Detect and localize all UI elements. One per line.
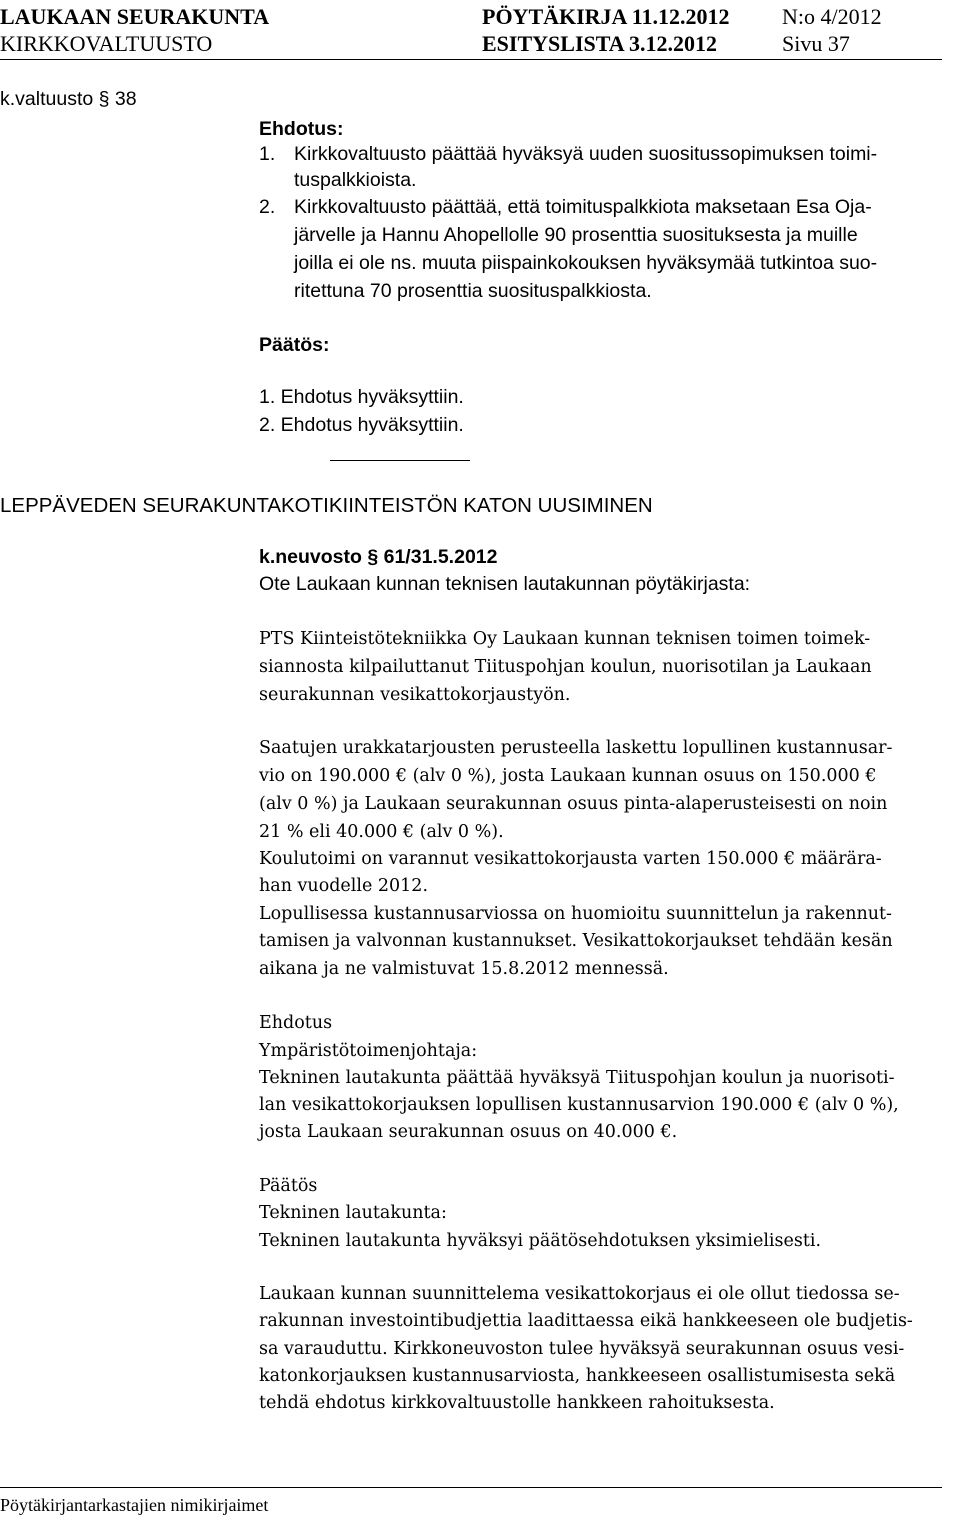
decision-heading: Päätös:: [259, 334, 330, 356]
proposal-item-line: ritettuna 70 prosenttia suosituspalkkiosta.: [294, 280, 652, 302]
para4-line: Tekninen lautakunta:: [259, 1203, 447, 1223]
source-intro: Ote Laukaan kunnan teknisen lautakunnan pöytäkirjasta:: [259, 573, 751, 595]
para5-line: Laukaan kunnan suunnittelema vesikattokorjaus ei ole ollut tiedossa se-: [259, 1284, 900, 1304]
section-divider: [330, 460, 470, 461]
para3-line: lan vesikattokorjauksen lopullisen kustannusarvion 190.000 € (alv 0 %),: [259, 1095, 899, 1115]
proposal-item-num: 2.: [259, 196, 276, 218]
header-number: N:o 4/2012: [782, 4, 882, 29]
para2-line: (alv 0 %) ja Laukaan seurakunnan osuus pinta-alaperusteisesti on noin: [259, 794, 888, 814]
footer-rule: [0, 1487, 942, 1488]
header-agenda: ESITYSLISTA 3.12.2012: [482, 31, 717, 56]
section2-ref: k.neuvosto § 61/31.5.2012: [259, 546, 498, 568]
para4-line: Päätös: [259, 1176, 318, 1196]
proposal-item-line: Kirkkovaltuusto päättää hyväksyä uuden suositussopimuksen toimi-: [294, 143, 878, 165]
para1-line: siannosta kilpailuttanut Tiituspohjan koulun, nuorisotilan ja Laukaan: [259, 657, 872, 677]
para2-line: aikana ja ne valmistuvat 15.8.2012 mennessä.: [259, 959, 669, 979]
para5-line: rakunnan investointibudjettia laadittaessa eikä hankkeeseen ole budjetis-: [259, 1311, 913, 1331]
header-rule: [0, 59, 942, 60]
section1-ref: k.valtuusto § 38: [0, 88, 137, 110]
proposal-item-line: Kirkkovaltuusto päättää, että toimituspalkkiota maksetaan Esa Oja-: [294, 196, 872, 218]
para2-line: Lopullisessa kustannusarviossa on huomioitu suunnittelun ja rakennut-: [259, 904, 892, 924]
para1-line: PTS Kiinteistötekniikka Oy Laukaan kunnan teknisen toimen toimek-: [259, 629, 871, 649]
header-body: KIRKKOVALTUUSTO: [0, 31, 213, 56]
para4-line: Tekninen lautakunta hyväksyi päätösehdotuksen yksimielisesti.: [259, 1231, 822, 1251]
para3-line: josta Laukaan seurakunnan osuus on 40.000 €.: [259, 1122, 678, 1142]
para2-line: Koulutoimi on varannut vesikattokorjausta varten 150.000 € määrära-: [259, 849, 882, 869]
para3-line: Tekninen lautakunta päättää hyväksyä Tiituspohjan koulun ja nuorisoti-: [259, 1068, 895, 1088]
para5-line: sa varauduttu. Kirkkoneuvoston tulee hyväksyä seurakunnan osuus vesi-: [259, 1339, 905, 1359]
header-org: LAUKAAN SEURAKUNTA: [0, 4, 270, 29]
para2-line: han vuodelle 2012.: [259, 876, 429, 896]
para5-line: katonkorjauksen kustannusarviosta, hankkeeseen osallistumisesta sekä: [259, 1366, 896, 1386]
para3-line: Ehdotus: [259, 1013, 333, 1033]
header-minutes: PÖYTÄKIRJA 11.12.2012: [482, 4, 730, 29]
para2-line: tamisen ja valvonnan kustannukset. Vesikattokorjaukset tehdään kesän: [259, 931, 893, 951]
para2-line: 21 % eli 40.000 € (alv 0 %).: [259, 822, 504, 842]
proposal-item-line: järvelle ja Hannu Ahopellolle 90 prosenttia suosituksesta ja muille: [294, 224, 858, 246]
footer-label: Pöytäkirjantarkastajien nimikirjaimet: [0, 1495, 269, 1515]
proposal-item-num: 1.: [259, 143, 276, 165]
proposal-item-line: joilla ei ole ns. muuta piispainkokouksen hyväksymää tutkintoa suo-: [294, 252, 878, 274]
proposal-heading: Ehdotus:: [259, 118, 344, 140]
header-page: Sivu 37: [782, 31, 850, 56]
decision-line: 2. Ehdotus hyväksyttiin.: [259, 414, 464, 436]
para1-line: seurakunnan vesikattokorjaustyön.: [259, 685, 571, 705]
para2-line: Saatujen urakkatarjousten perusteella laskettu lopullinen kustannusar-: [259, 738, 893, 758]
para3-line: Ympäristötoimenjohtaja:: [259, 1041, 478, 1061]
para5-line: tehdä ehdotus kirkkovaltuustolle hankkeen rahoituksesta.: [259, 1393, 775, 1413]
section2-title: LEPPÄVEDEN SEURAKUNTAKOTIKIINTEISTÖN KATON UUSIMINEN: [0, 494, 653, 517]
proposal-item-line: tuspalkkioista.: [294, 169, 417, 191]
decision-line: 1. Ehdotus hyväksyttiin.: [259, 386, 464, 408]
para2-line: vio on 190.000 € (alv 0 %), josta Laukaan kunnan osuus on 150.000 €: [259, 766, 877, 786]
